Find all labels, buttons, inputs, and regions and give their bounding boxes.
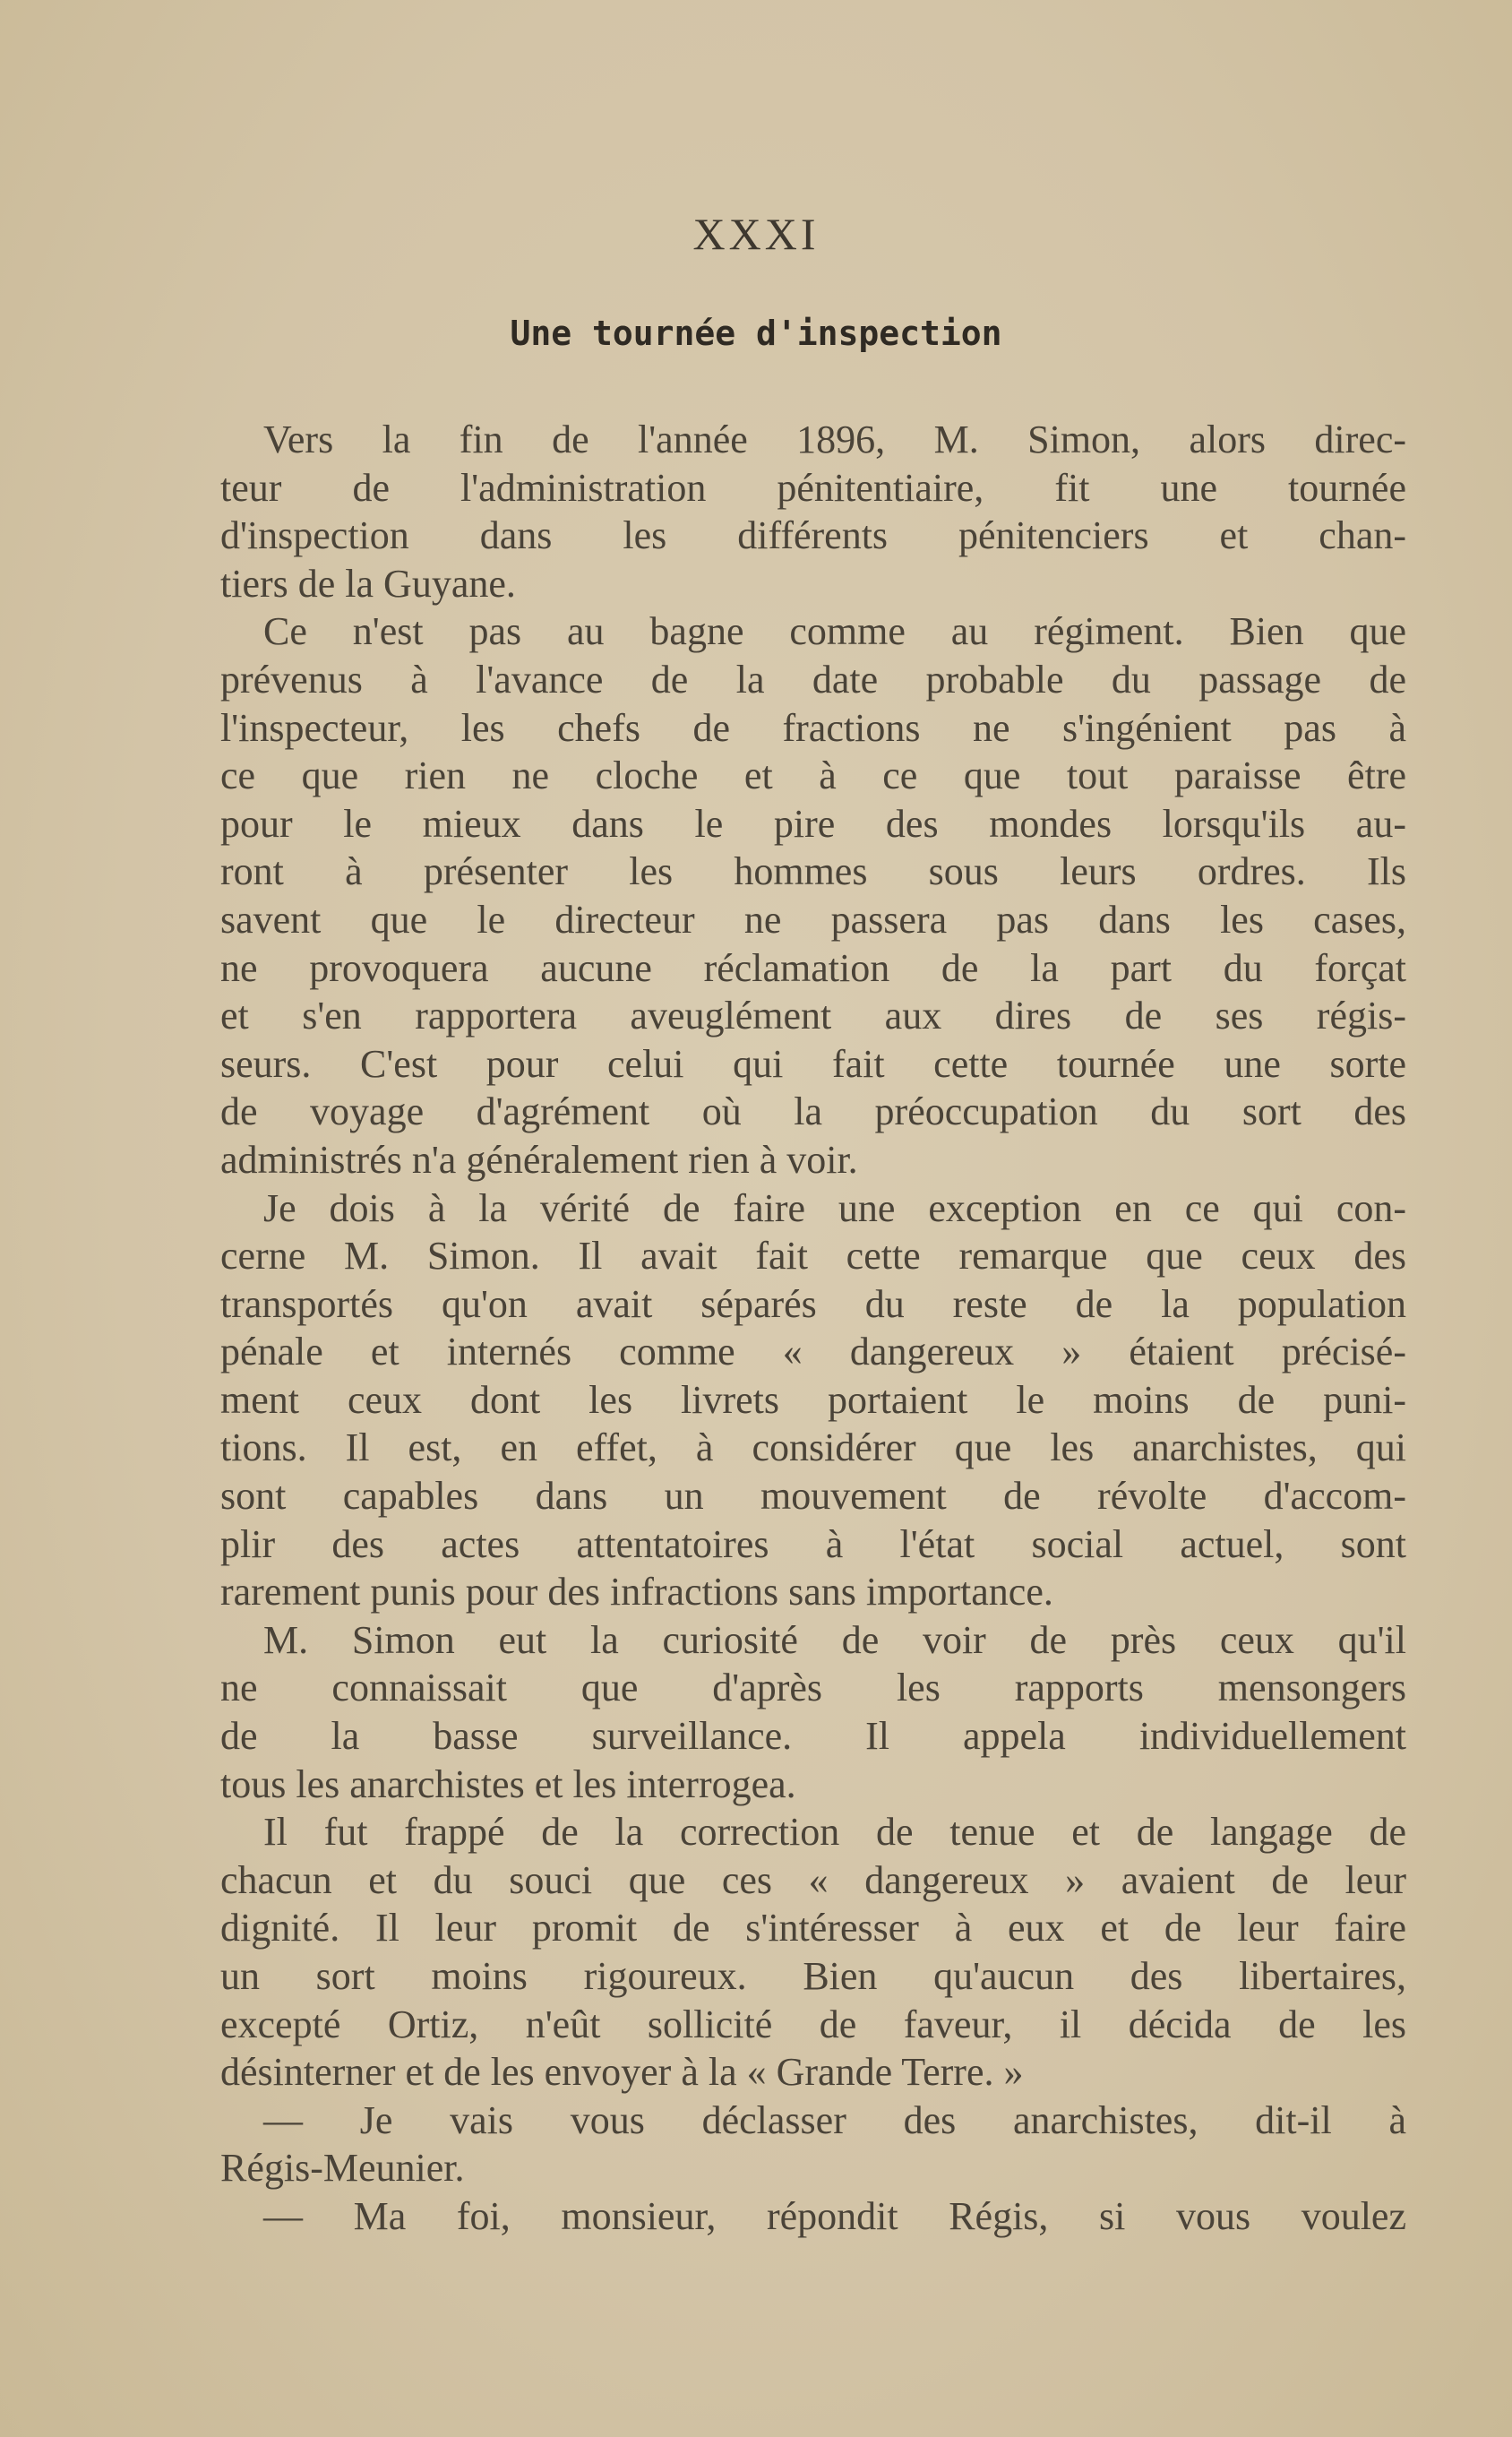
text-line: Vers la fin de l'année 1896, M. Simon, alors direc- [263,418,1406,461]
text-line: d'inspection dans les différents pénitenciers et chan- [220,513,1406,558]
text-line: — Ma foi, monsieur, répondit Régis, si vous voulez [263,2193,1406,2238]
text-line: teur de l'administration pénitentiaire, fit une tournée [220,465,1406,510]
text-line: M. Simon eut la curiosité de voir de près ceux qu'il [263,1617,1406,1662]
text-line: et s'en rapportera aveuglément aux dires de ses régis- [220,994,1406,1038]
text-line: Régis-Meunier. [220,2146,465,2191]
text-line: ne connaissait que d'après les rapports mensongers [220,1666,1406,1710]
text-line: Je dois à la vérité de faire une exception en ce qui con- [263,1185,1406,1230]
text-line: transportés qu'on avait séparés du reste de la population [220,1281,1406,1326]
text-line: Il fut frappé de la correction de tenue et de langage de [263,1810,1406,1855]
text-line: administrés n'a généralement rien à voir. [220,1137,858,1182]
chapter-number: XXXI [692,209,820,259]
text-line: rarement punis pour des infractions sans importance. [220,1570,1053,1615]
text-line: ment ceux dont les livrets portaient le moins de puni- [220,1377,1406,1422]
text-line: Ce n'est pas au bagne comme au régiment. Bien que [263,609,1406,654]
text-line: prévenus à l'avance de la date probable du passage de [220,657,1406,702]
text-line: de la basse surveillance. Il appela individuellement [220,1714,1406,1759]
text-line: sont capables dans un mouvement de révolte d'accom- [220,1474,1406,1519]
text-line: pénale et internés comme « dangereux » étaient précisé- [220,1330,1406,1374]
chapter-title: Une tournée d'inspection [510,314,1002,353]
text-line: un sort moins rigoureux. Bien qu'aucun des libertaires, [220,1954,1406,1998]
text-line: l'inspecteur, les chefs de fractions ne s'ingénient pas à [220,705,1406,750]
text-line: de voyage d'agrément où la préoccupation du sort des [220,1089,1406,1134]
text-line: tiers de la Guyane. [220,561,516,606]
text-line: plir des actes attentatoires à l'état social actuel, sont [220,1521,1406,1566]
text-line: — Je vais vous déclasser des anarchistes, dit-il à [263,2097,1406,2142]
text-line: dignité. Il leur promit de s'intéresser à eux et de leur faire [220,1906,1406,1950]
text-line: tous les anarchistes et les interrogea. [220,1761,796,1806]
body-text [220,416,1406,2241]
text-line: pour le mieux dans le pire des mondes lorsqu'ils au- [220,801,1406,846]
text-line: ce que rien ne cloche et à ce que tout paraisse être [220,753,1406,798]
text-line: chacun et du souci que ces « dangereux » avaient de leur [220,1857,1406,1902]
text-line: ront à présenter les hommes sous leurs ordres. Ils [220,849,1406,894]
text-line: désinterner et de les envoyer à la « Grande Terre. » [220,2050,1024,2095]
text-line: excepté Ortiz, n'eût sollicité de faveur, il décida de les [220,2002,1406,2046]
text-line: savent que le directeur ne passera pas dans les cases, [220,897,1406,942]
text-line: cerne M. Simon. Il avait fait cette remarque que ceux des [220,1234,1406,1279]
text-line: seurs. C'est pour celui qui fait cette tournée une sorte [220,1041,1406,1086]
text-line: ne provoquera aucune réclamation de la part du forçat [220,945,1406,990]
text-line: tions. Il est, en effet, à considérer que les anarchistes, qui [220,1425,1406,1470]
